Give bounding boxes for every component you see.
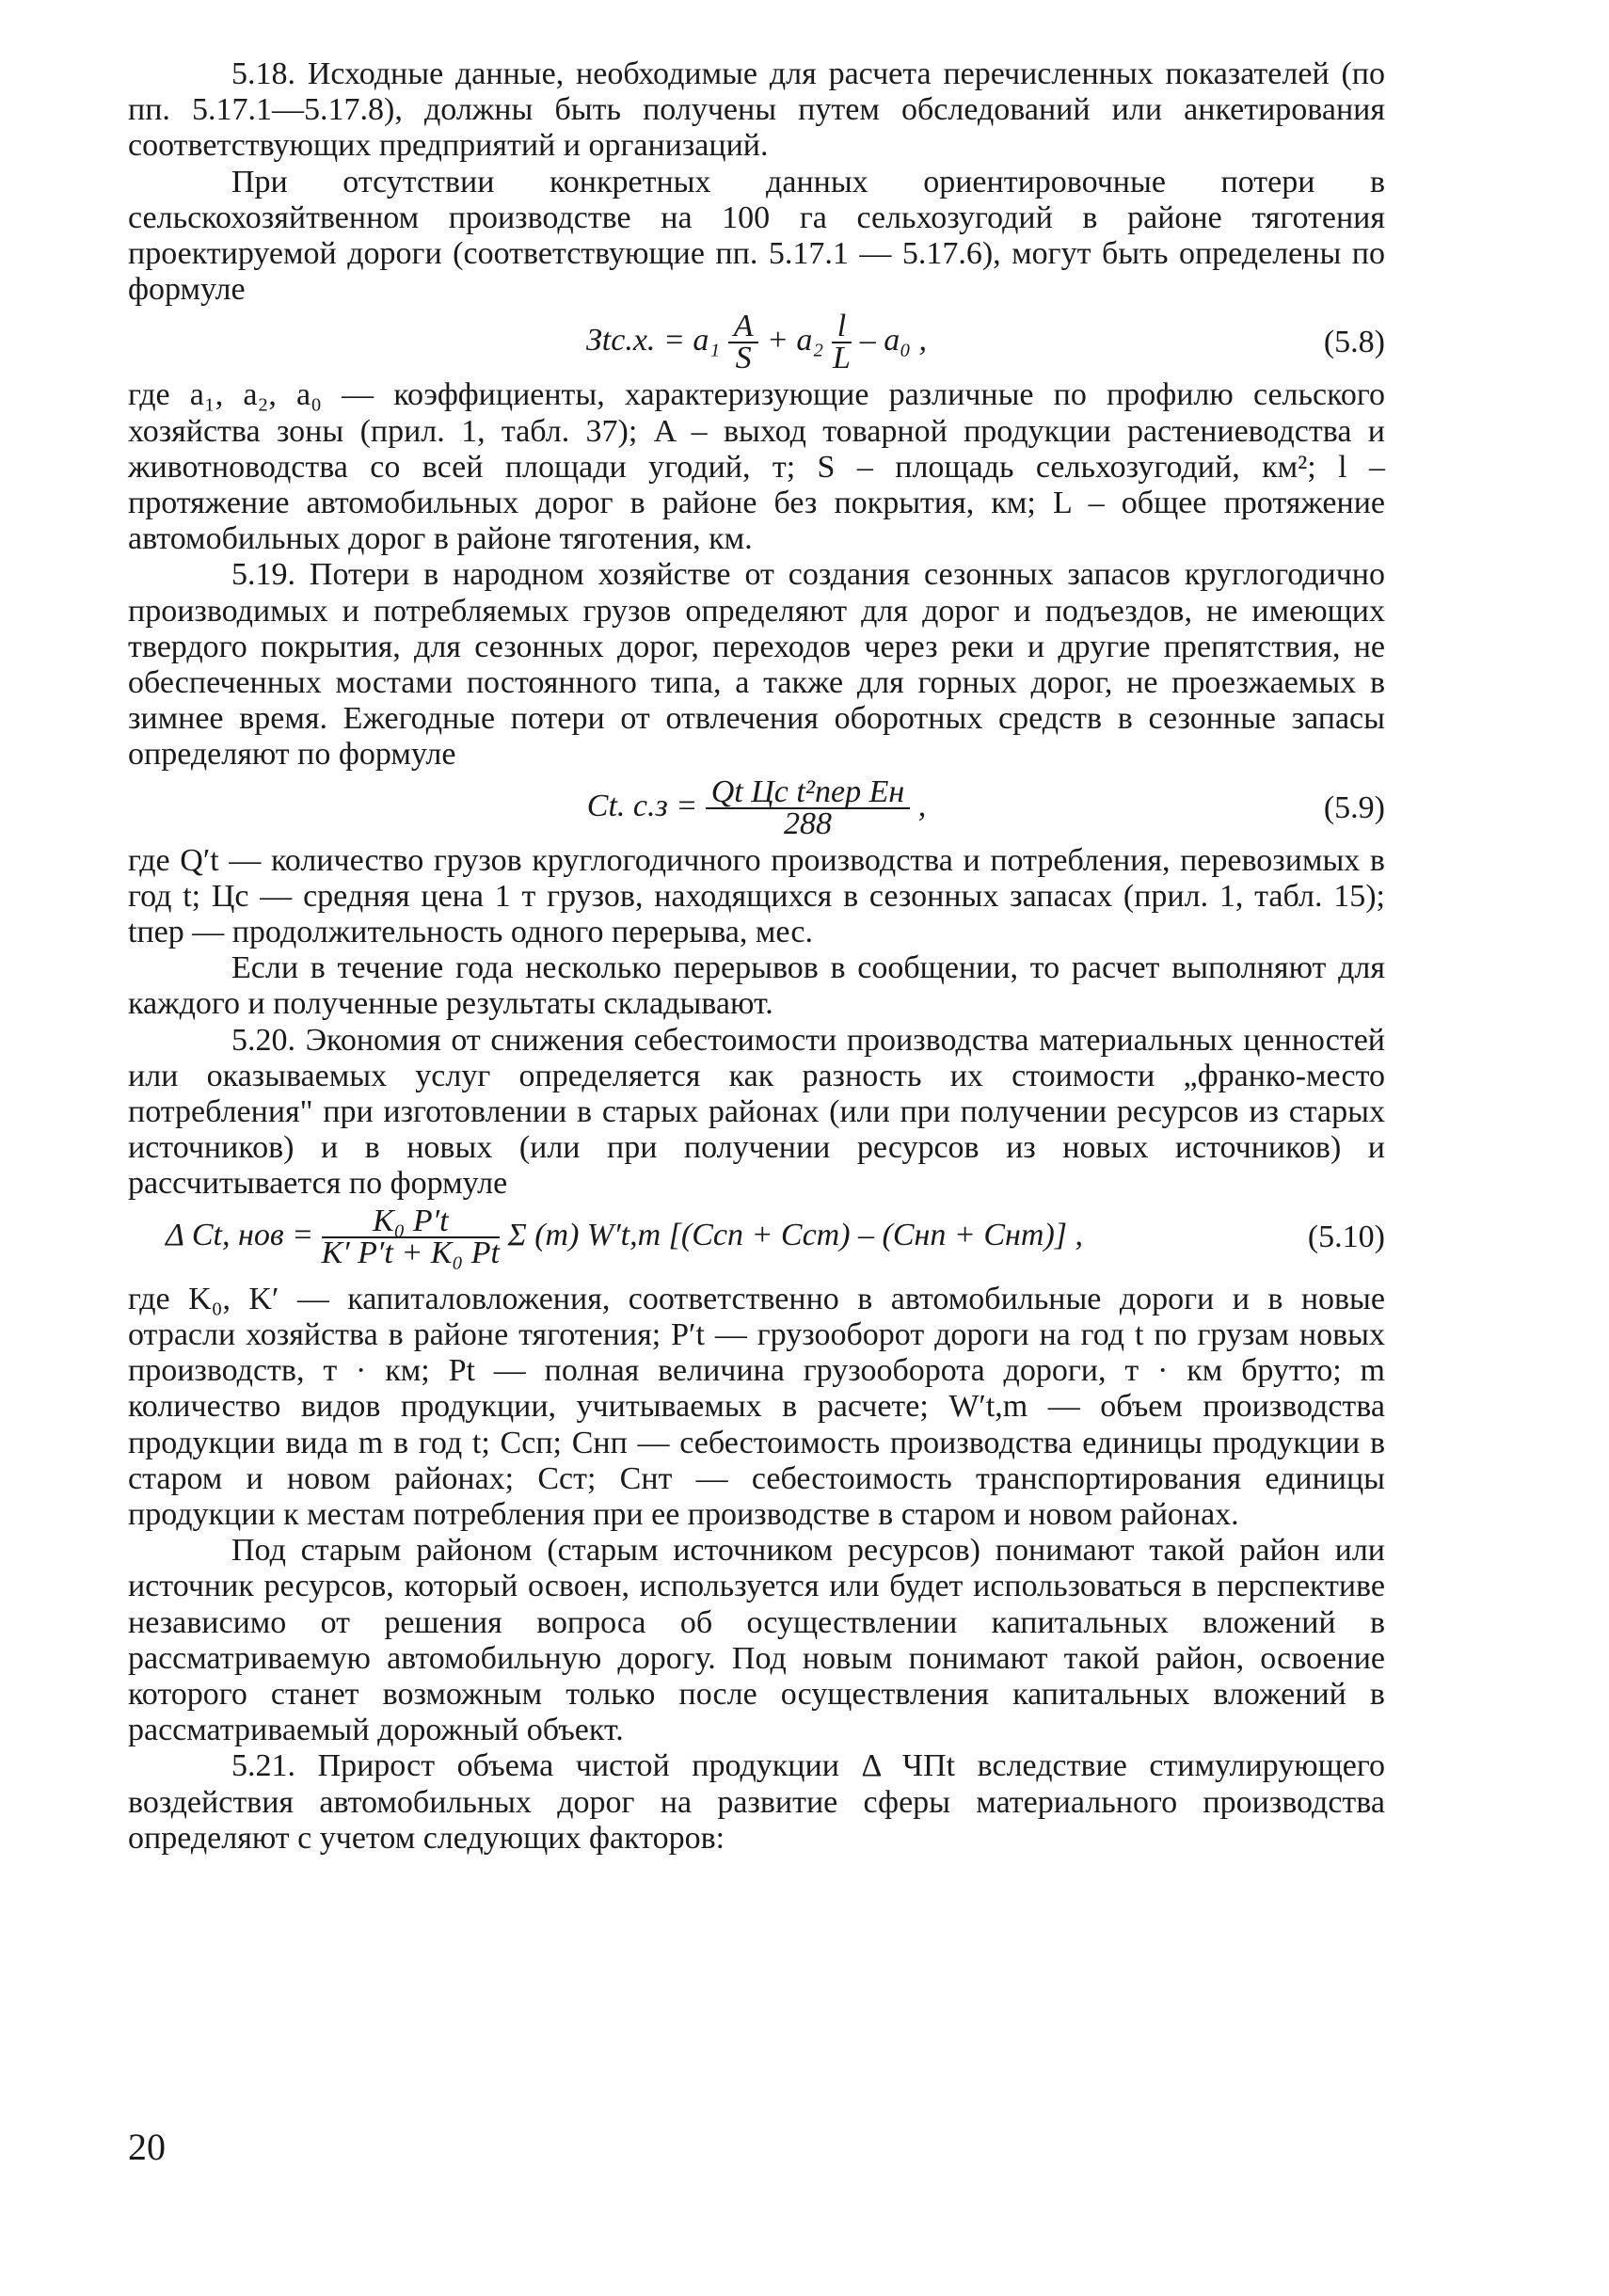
formula-number: (5.8): [1323, 325, 1385, 360]
formula-5-8: [128, 309, 1385, 376]
paragraph-5-18-where: где a₁, a₂, a₀ — коэффициенты, характеризующие различные по профилю сельского хозяйства зоны (прил. 1, табл. 37); A – выход товарной продукции растениеводства и животноводства со всей площади угодий, т; S – площадь сельхозугодий, км²; l – протяжение автомобильных дорог в районе без покрытия, км; L – общее протяжение автомобильных дорог в районе тяготения, км.: [128, 377, 1385, 557]
paragraph-5-18: 5.18. Исходные данные, необходимые для расчета перечисленных показателей (по пп. 5.17.1—5.17.8), должны быть получены путем обследований или анкетирования соответствующих предприятий и организаций.: [128, 56, 1385, 164]
formula-5-8-tail: – a₀ ,: [859, 323, 928, 359]
formula-5-9: [128, 773, 1385, 841]
formula-number: (5.9): [1323, 789, 1385, 825]
formula-number: (5.10): [1307, 1219, 1385, 1254]
fraction-5-9: $\frac{\text{Qt Цс t²пер Eн}}{288}$: [706, 777, 911, 839]
page-number: 20: [128, 2126, 166, 2168]
paragraph-5-19-note: Если в течение года несколько перерывов в сообщении, то расчет выполняют для каждого и полученные результаты складывают.: [128, 950, 1385, 1022]
paragraph-5-20-where: где K₀, K′ — капиталовложения, соответственно в автомобильные дороги и в новые отрасли хозяйства в районе тяготения; P′t — грузооборот дороги на год t по грузам новых производств, т · км; Pt — полная величина грузооборота дороги, т · км брутто; m количество видов продукции, учитываемых в расчете; W′t,m — объем производства продукции вида m в год t; Cсп; Cнп — себестоимость производства единицы продукции в старом и новом районах; Cст; Cнт — себестоимость транспортирования единицы продукции к местам потребления при ее производстве в старом и новом районах.: [128, 1281, 1385, 1532]
fraction-l-over-L: $\frac{l}{L}$: [833, 309, 851, 376]
paragraph-5-19: 5.19. Потери в народном хозяйстве от создания сезонных запасов круглогодично производимых и потребляемых грузов определяют для дорог и подъездов, не имеющих твердого покрытия, для сезонных дорог, переходов через реки и другие препятствия, не обеспеченных мостами постоянного типа, а также для горных дорог, не проезжаемых в зимнее время. Ежегодные потери от отвлечения оборотных средств в сезонные запасы определяют по формуле: [128, 557, 1385, 773]
fraction-a-over-s: $\frac{A}{S}$: [728, 311, 759, 374]
formula-5-8-lhs: Зtс.х.: [585, 323, 656, 359]
formula-5-10-lhs: Δ Ct, нов =: [166, 1217, 314, 1252]
paragraph-5-20: 5.20. Экономия от снижения себестоимости производства материальных ценностей или оказываемых услуг определяется как разность их стоимости „франко-место потребления" при изготовлении в старых районах (или при получении ресурсов из старых источников) и в новых (или при получении ресурсов из новых источников) и рассчитывается по формуле: [128, 1022, 1385, 1202]
paragraph-5-21: 5.21. Прирост объема чистой продукции Δ ЧПt вследствие стимулирующего воздействия автомобильных дорог на развитие сферы материального производства определяют с учетом следующих факторов:: [128, 1748, 1385, 1856]
paragraph-5-19-where: где Q′t — количество грузов круглогодичного производства и потребления, перевозимых в год t; Цс — средняя цена 1 т грузов, находящихся в сезонных запасах (прил. 1, табл. 15); tпер — продолжительность одного перерыва, мес.: [128, 842, 1385, 950]
formula-5-10-tail: W′t,m [(Cсп + Cст) – (Cнп + Cнт)] ,: [586, 1217, 1084, 1252]
formula-5-9-tail: ,: [917, 788, 927, 823]
formula-5-9-lhs: Ct. с.з =: [586, 788, 698, 823]
body-text: [128, 56, 1385, 1857]
fraction-5-10: $\frac{\text{K₀ P′t}}{\text{K′ P′t + K₀ Pt}}$: [321, 1203, 500, 1270]
paragraph-5-18-b: При отсутствии конкретных данных ориентировочные потери в сельскохозяйтвенном производстве на 100 га сельхозугодий в районе тяготения проектируемой дороги (соответствующие пп. 5.17.1 — 5.17.6), могут быть определены по формуле: [128, 164, 1385, 308]
formula-5-8-a2: + a₂: [766, 323, 824, 359]
paragraph-5-20-def: Под старым районом (старым источником ресурсов) понимают такой район или источник ресурсов, который освоен, используется или будет использоваться в перспективе независимо от решения вопроса об осуществлении капитальных вложений в рассматриваемую автомобильную дорогу. Под новым понимают такой район, освоение которого станет возможным только после осуществления капитальных вложений в рассматриваемый дорожный объект.: [128, 1533, 1385, 1748]
formula-5-8-a1: = a₁: [662, 323, 721, 359]
formula-5-10: [128, 1203, 1385, 1276]
formula-5-10-sum: Σ (m): [507, 1217, 580, 1252]
